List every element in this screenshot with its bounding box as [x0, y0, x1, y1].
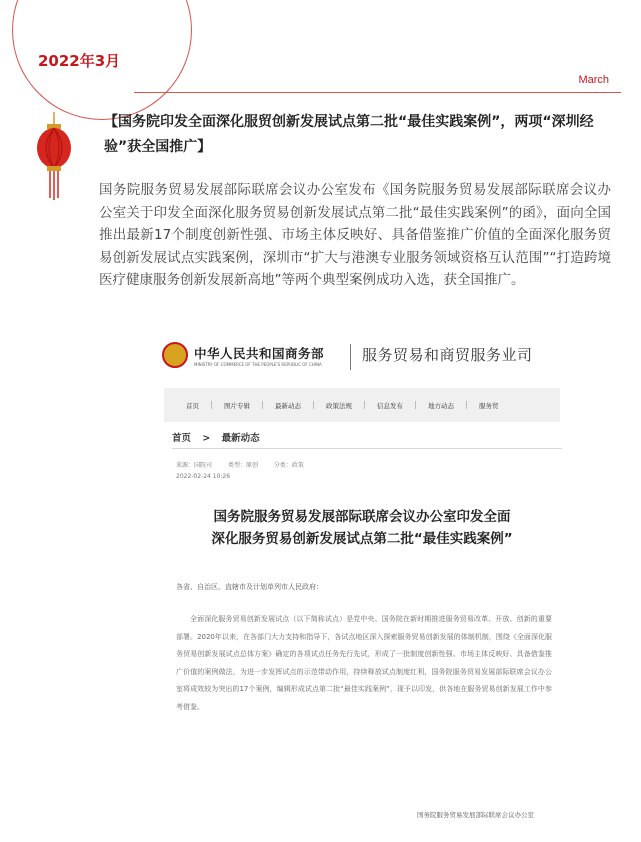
article-meta	[176, 460, 318, 469]
document-body: 全面深化服务贸易创新发展试点（以下简称试点）是党中央、国务院在新时期推进服务贸易改革、开放、创新的重要部署。2020年以来，在各部门大力支持和指导下，各试点地区深入探索服务贸易创新发展的体制机制，围绕《全面深化服务贸易创新发展试点总体方案》确定的各项试点任务先行先试，形成了一批制度创新性强、市场主体反映好、具备借鉴推广价值的案例做法，为进一步发挥试点的示范带动作用，持续释放试点制度红利，国务院服务贸易发展部际联席会议办公室将成效较为突出的17个案例，编辑形成试点第二批“最佳实践案例”，现予以印发，供各地在服务贸易创新发展工作中参考借鉴。	[176, 615, 552, 711]
nav-item-home[interactable]: 首页	[186, 401, 199, 410]
nav-item-photos[interactable]: 图片专辑	[224, 401, 250, 410]
national-emblem-icon	[162, 342, 188, 368]
breadcrumb-home[interactable]: 首页	[172, 433, 192, 444]
lantern-icon	[34, 112, 74, 202]
month-label: March	[578, 74, 609, 86]
meta-datetime: 2022-02-24 10:26	[176, 473, 231, 480]
meta-type: 类型：原创	[227, 462, 258, 469]
meta-source: 来源：国院司	[176, 462, 213, 469]
date-heading: 2022年3月	[38, 52, 121, 70]
header-divider	[134, 92, 621, 93]
nav-bar	[164, 388, 560, 422]
ministry-name-en: MINISTRY OF COMMERCE OF THE PEOPLE'S REPUBLIC OF CHINA	[194, 362, 322, 367]
article-title: 【国务院印发全面深化服贸创新发展试点第二批“最佳实践案例”，两项“深圳经验”获全国推广】	[104, 114, 594, 155]
ministry-name: 中华人民共和国商务部	[194, 346, 325, 361]
document-title-line2: 深化服务贸易创新发展试点第二批“最佳实践案例”	[211, 531, 513, 547]
breadcrumb-divider	[172, 448, 562, 449]
document-signature: 国务院服务贸易发展部际联席会议办公室	[417, 811, 534, 819]
embedded-screenshot	[162, 336, 562, 834]
nav-item-info[interactable]: 信息发布	[377, 401, 403, 410]
nav-item-services[interactable]: 服务贸	[479, 401, 499, 410]
logo-divider	[350, 344, 351, 370]
meta-category: 分类：政策	[273, 462, 304, 469]
breadcrumb-current[interactable]: 最新动态	[221, 433, 260, 444]
nav-item-local[interactable]: 地方动态	[428, 401, 454, 410]
document-addressee: 各省、自治区、直辖市及计划单列市人民政府：	[176, 583, 323, 591]
department-name: 服务贸易和商贸服务业司	[362, 346, 533, 364]
breadcrumb-separator: >	[202, 433, 211, 444]
nav-item-policy[interactable]: 政策法规	[326, 401, 352, 410]
nav-item-news[interactable]: 最新动态	[275, 401, 301, 410]
breadcrumb	[172, 430, 260, 444]
article-intro: 国务院服务贸易发展部际联席会议办公室发布《国务院服务贸易发展部际联席会议办公室关于印发全面深化服务贸易创新发展试点第二批“最佳实践案例”的函》，面向全国推出最新17个制度创新性强、市场主体反映好、具备借鉴推广价值的全面深化服务贸易创新发展试点实践案例，深圳市“扩大与港澳专业服务领域资格互认范围”“打造跨境医疗健康服务创新发展新高地”等两个典型案例成功入选，获全国推广。	[99, 182, 611, 289]
document-title	[162, 506, 562, 550]
document-title-line1: 国务院服务贸易发展部际联席会议办公室印发全面	[213, 509, 511, 525]
